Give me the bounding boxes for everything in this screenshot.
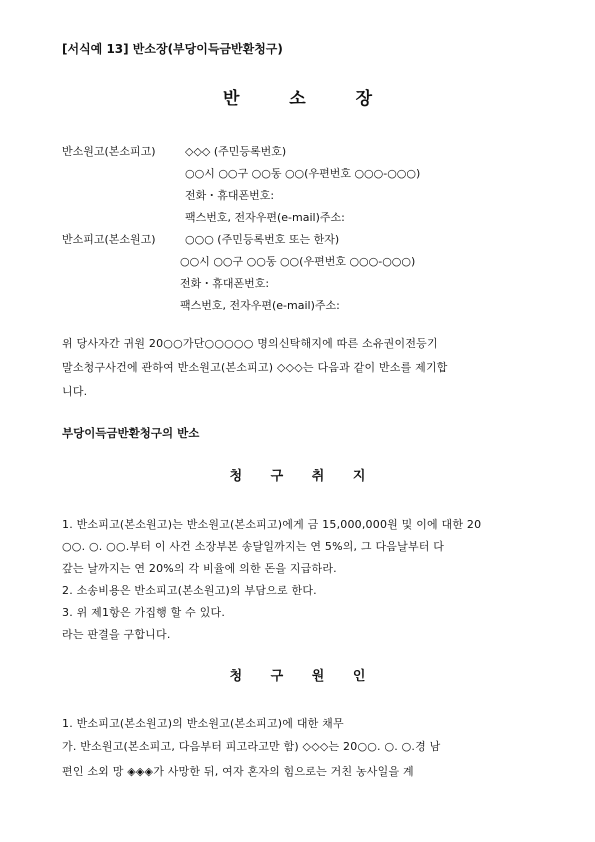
- plaintiff-name: ◇◇◇ (주민등록번호): [185, 145, 287, 158]
- purpose-heading: 청 구 취 지: [229, 469, 378, 484]
- purpose-line: 갚는 날까지는 연 20%의 각 비율에 의한 돈을 지급하라.: [62, 562, 337, 575]
- purpose-line: 3. 위 제1항은 가집행 할 수 있다.: [62, 606, 226, 619]
- purpose-line: 1. 반소피고(본소원고)는 반소원고(본소피고)에게 금 15,000,000원 및 이에 대한 20: [62, 518, 482, 531]
- intro-line: 니다.: [62, 385, 88, 398]
- defendant-role: 반소피고(본소원고): [62, 233, 156, 246]
- cause-heading: 청 구 원 인: [229, 669, 378, 684]
- form-label: [서식예 13] 반소장(부당이득금반환청구): [62, 42, 283, 56]
- document-title: 반 소 장: [222, 89, 395, 109]
- plaintiff-phone: 전화・휴대폰번호:: [185, 189, 275, 202]
- defendant-fax-email: 팩스번호, 전자우편(e-mail)주소:: [180, 299, 340, 312]
- defendant-phone: 전화・휴대폰번호:: [180, 277, 270, 290]
- cause-line: 1. 반소피고(본소원고)의 반소원고(본소피고)에 대한 채무: [62, 717, 344, 730]
- defendant-address: ○○시 ○○구 ○○동 ○○(우편번호 ○○○-○○○): [180, 255, 416, 268]
- plaintiff-role: 반소원고(본소피고): [62, 145, 156, 158]
- purpose-line: ○○. ○. ○○.부터 이 사건 소장부본 송달일까지는 연 5%의, 그 다음날부터 다: [62, 540, 445, 553]
- purpose-conclusion: 라는 판결을 구합니다.: [62, 628, 171, 641]
- intro-line: 위 당사자간 귀원 20○○가단○○○○○ 명의신탁해지에 따른 소유권이전등기: [62, 337, 438, 350]
- cause-line: 가. 반소원고(본소피고, 다음부터 피고라고만 함) ◇◇◇는 20○○. ○. ○.경 남: [62, 740, 441, 753]
- plaintiff-address: ○○시 ○○구 ○○동 ○○(우편번호 ○○○-○○○): [185, 167, 421, 180]
- defendant-name: ○○○ (주민등록번호 또는 한자): [185, 233, 340, 246]
- intro-line: 말소청구사건에 관하여 반소원고(본소피고) ◇◇◇는 다음과 같이 반소를 제기합: [62, 361, 448, 374]
- purpose-line: 2. 소송비용은 반소피고(본소원고)의 부담으로 한다.: [62, 584, 317, 597]
- claim-type-heading: 부당이득금반환청구의 반소: [62, 426, 200, 440]
- plaintiff-fax-email: 팩스번호, 전자우편(e-mail)주소:: [185, 211, 345, 224]
- cause-line: 편인 소외 망 ◈◈◈가 사망한 뒤, 여자 혼자의 힘으로는 거친 농사일을 계: [62, 765, 414, 778]
